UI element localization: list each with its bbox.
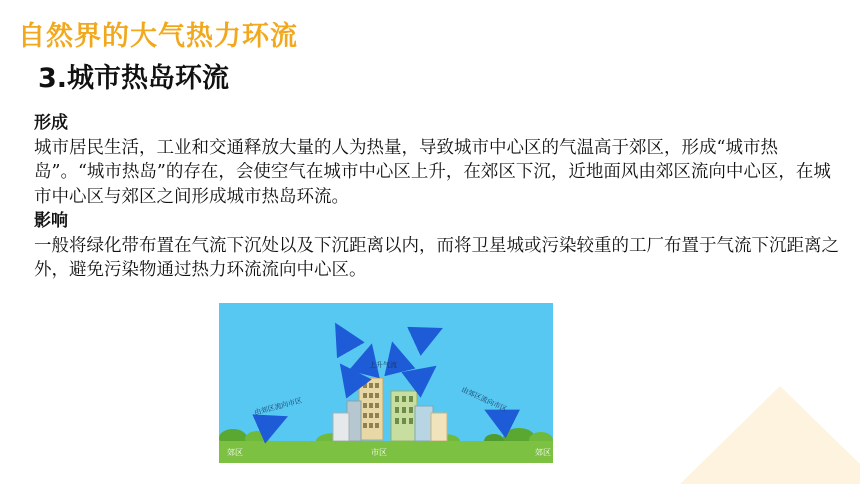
urban-heat-island-diagram bbox=[219, 303, 553, 463]
ground-right-label: 郊区 bbox=[535, 448, 551, 457]
section-title: 3.城市热岛环流 bbox=[38, 63, 230, 94]
impact-heading: 影响 bbox=[34, 211, 68, 231]
rising-airflow-label: 上升气流 bbox=[369, 361, 397, 369]
decorative-triangle bbox=[680, 380, 860, 484]
formation-paragraph: 城市居民生活，工业和交通释放大量的人为热量，导致城市中心区的气温高于郊区，形成“城市热岛”。“城市热岛”的存在，会使空气在城市中心区上升，在郊区下沉，近地面风由郊区流向中心区，在城市中心区与郊区之间形成城市热岛环流。 bbox=[34, 137, 831, 207]
body-content bbox=[34, 111, 846, 283]
right-flow-label: 由郊区流向市区 bbox=[460, 385, 508, 414]
ground-center-label: 市区 bbox=[371, 448, 387, 457]
left-flow-label: 由郊区流向市区 bbox=[253, 396, 303, 417]
formation-heading: 形成 bbox=[34, 113, 68, 133]
slide-title: 自然界的大气热力环流 bbox=[18, 21, 298, 52]
impact-paragraph: 一般将绿化带布置在气流下沉处以及下沉距离以内，而将卫星城或污染较重的工厂布置于气流下沉距离之外，避免污染物通过热力环流流向中心区。 bbox=[34, 235, 839, 280]
ground-left-label: 郊区 bbox=[227, 448, 243, 457]
